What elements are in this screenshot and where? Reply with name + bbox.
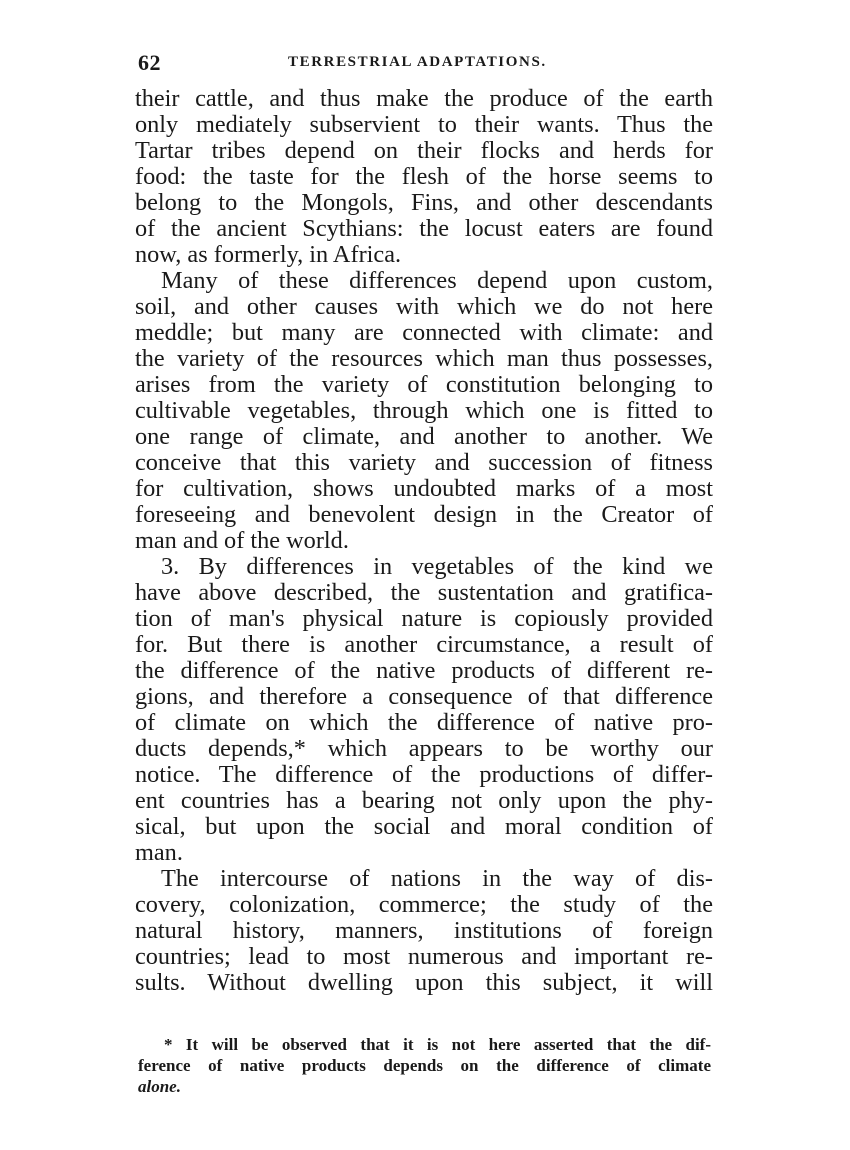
text-line: sults. Without dwelling upon this subject, it will <box>135 969 713 996</box>
footnote-line: ference of native products depends on the difference of climate <box>138 1056 711 1075</box>
text-line: notice. The difference of the productions of differ- <box>135 761 713 788</box>
text-line: man. <box>135 839 183 866</box>
body-text <box>135 86 713 996</box>
text-line: foreseeing and benevolent design in the Creator of <box>135 501 713 528</box>
page-header <box>138 50 713 76</box>
text-line: Many of these differences depend upon custom, <box>161 267 713 294</box>
text-line: of the ancient Scythians: the locust eaters are found <box>135 215 713 242</box>
text-line: Tartar tribes depend on their flocks and herds for <box>135 137 713 164</box>
text-line: belong to the Mongols, Fins, and other descendants <box>135 189 713 216</box>
text-line: the difference of the native products of different re- <box>135 657 713 684</box>
text-line: countries; lead to most numerous and important re- <box>135 943 713 970</box>
text-line: man and of the world. <box>135 527 349 554</box>
text-line: now, as formerly, in Africa. <box>135 241 402 268</box>
text-line: soil, and other causes with which we do not here <box>135 293 713 320</box>
page-number: 62 <box>138 50 161 75</box>
footnote-line-italic: alone. <box>138 1077 181 1096</box>
text-line: one range of climate, and another to another. We <box>135 423 713 450</box>
text-line: for. But there is another circumstance, a result of <box>135 631 713 658</box>
text-line: covery, colonization, commerce; the study of the <box>135 891 713 918</box>
text-line: have above described, the sustentation and gratifica- <box>135 579 713 606</box>
text-line: 3. By differences in vegetables of the kind we <box>161 553 713 580</box>
text-line: only mediately subservient to their wants. Thus the <box>135 111 713 138</box>
text-line: cultivable vegetables, through which one is fitted to <box>135 397 713 424</box>
text-line: meddle; but many are connected with climate: and <box>135 319 713 346</box>
text-line: of climate on which the difference of native pro- <box>135 709 713 736</box>
text-line: for cultivation, shows undoubted marks of a most <box>135 475 713 502</box>
text-line: tion of man's physical nature is copiously provided <box>135 605 713 632</box>
text-line: gions, and therefore a consequence of that difference <box>135 683 713 710</box>
footnote <box>138 1034 711 1097</box>
text-line: sical, but upon the social and moral condition of <box>135 813 713 840</box>
text-line: ent countries has a bearing not only upon the phy- <box>135 787 713 814</box>
running-head: TERRESTRIAL ADAPTATIONS. <box>288 54 547 70</box>
text-line: the variety of the resources which man thus possesses, <box>135 345 713 372</box>
text-line: arises from the variety of constitution belonging to <box>135 371 713 398</box>
text-line: their cattle, and thus make the produce of the earth <box>135 85 713 112</box>
text-line: natural history, manners, institutions of foreign <box>135 917 713 944</box>
text-line: ducts depends,* which appears to be worthy our <box>135 735 713 762</box>
text-line: conceive that this variety and succession of fitness <box>135 449 713 476</box>
text-line: food: the taste for the flesh of the horse seems to <box>135 163 713 190</box>
text-line: The intercourse of nations in the way of dis- <box>161 865 713 892</box>
footnote-line: * It will be observed that it is not here asserted that the dif- <box>164 1035 711 1054</box>
